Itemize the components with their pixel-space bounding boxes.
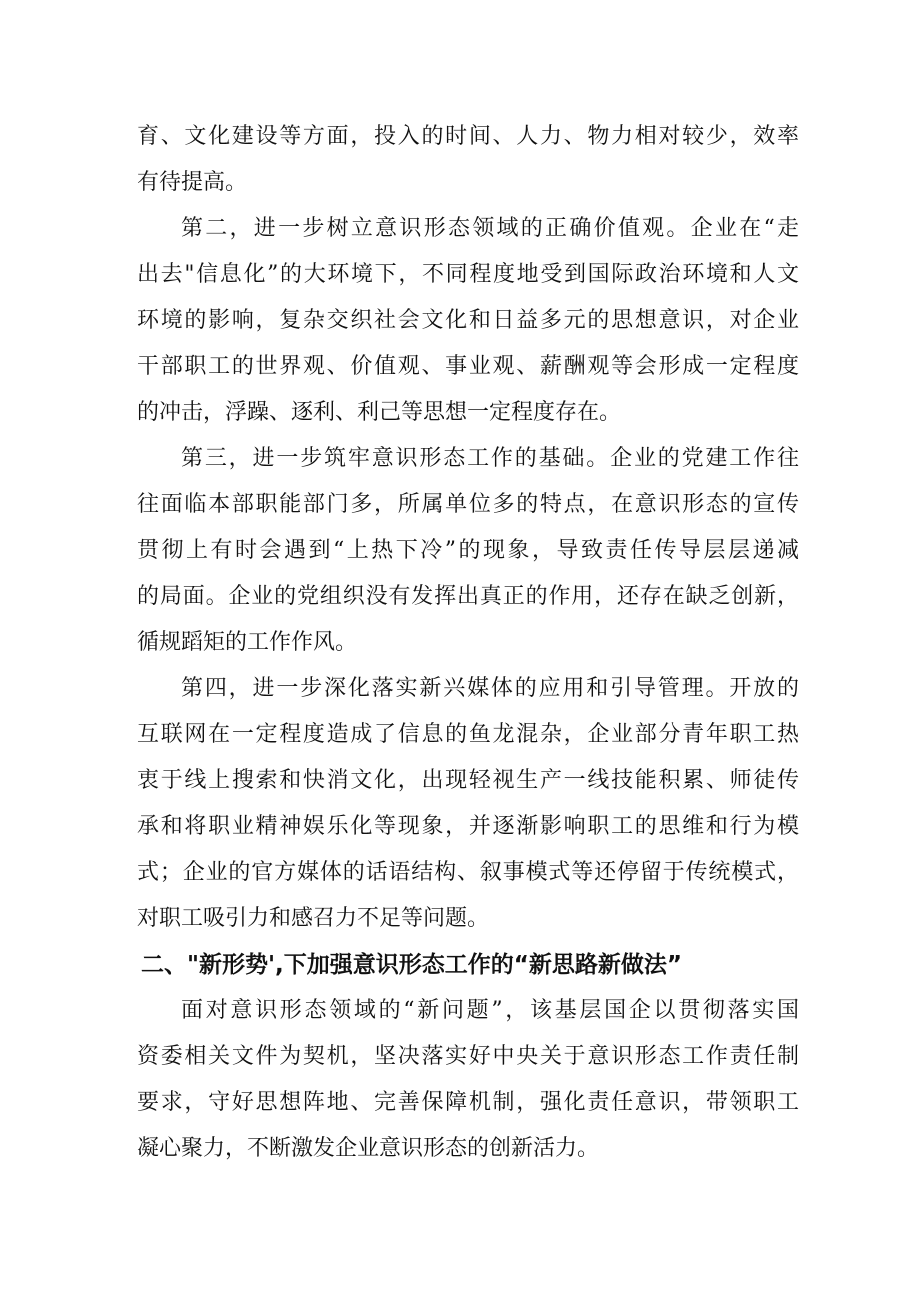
- text-line: 式；企业的官方媒体的话语结构、叙事模式等还停留于传统模式，: [137, 860, 799, 885]
- text-line: 第四，进一步深化落实新兴媒体的应用和引导管理。开放的: [181, 676, 799, 701]
- text-line: 要求，守好思想阵地、完善保障机制，强化责任意识，带领职工: [137, 1090, 799, 1115]
- section-heading: 二、"新形势',下加强意识形态工作的“新思路新做法”: [141, 952, 682, 978]
- text-line: 面对意识形态领域的“新问题”，该基层国企以贯彻落实国: [181, 998, 799, 1023]
- paragraph: [137, 114, 799, 206]
- text-line: 第三，进一步筑牢意识形态工作的基础。企业的党建工作往: [181, 446, 799, 471]
- text-line: 的冲击，浮躁、逐利、利己等思想一定程度存在。: [137, 400, 622, 425]
- text-line: 第二，进一步树立意识形态领域的正确价值观。企业在“走: [181, 216, 799, 241]
- text-line: 贯彻上有时会遇到“上热下冷”的现象，导致责任传导层层递减: [137, 538, 799, 563]
- text-line: 互联网在一定程度造成了信息的鱼龙混杂，企业部分青年职工热: [137, 722, 799, 747]
- text-line: 对职工吸引力和感召力不足等问题。: [137, 906, 490, 931]
- text-line: 衷于线上搜索和快消文化，出现轻视生产一线技能积累、师徒传: [137, 768, 799, 793]
- text-line: 育、文化建设等方面，投入的时间、人力、物力相对较少，效率: [137, 124, 799, 149]
- paragraph: [137, 666, 799, 942]
- paragraph: [137, 988, 799, 1172]
- text-line: 凝心聚力，不断激发企业意识形态的创新活力。: [137, 1136, 600, 1161]
- text-line: 有待提高。: [137, 170, 248, 195]
- text-line: 往面临本部职能部门多，所属单位多的特点，在意识形态的宣传: [137, 492, 799, 517]
- paragraph: [137, 436, 799, 666]
- text-line: 资委相关文件为契机，坚决落实好中央关于意识形态工作责任制: [137, 1044, 799, 1069]
- text-line: 承和将职业精神娱乐化等现象，并逐渐影响职工的思维和行为模: [137, 814, 799, 839]
- text-line: 的局面。企业的党组织没有发挥出真正的作用，还存在缺乏创新，: [137, 584, 799, 609]
- text-line: 出去"信息化”的大环境下，不同程度地受到国际政治环境和人文: [137, 262, 799, 287]
- text-line: 干部职工的世界观、价值观、事业观、薪酬观等会形成一定程度: [137, 354, 799, 379]
- text-line: 环境的影响，复杂交织社会文化和日益多元的思想意识，对企业: [137, 308, 799, 333]
- paragraph: [137, 206, 799, 436]
- text-line: 循规蹈矩的工作作风。: [137, 630, 358, 655]
- document-body: [137, 114, 799, 1172]
